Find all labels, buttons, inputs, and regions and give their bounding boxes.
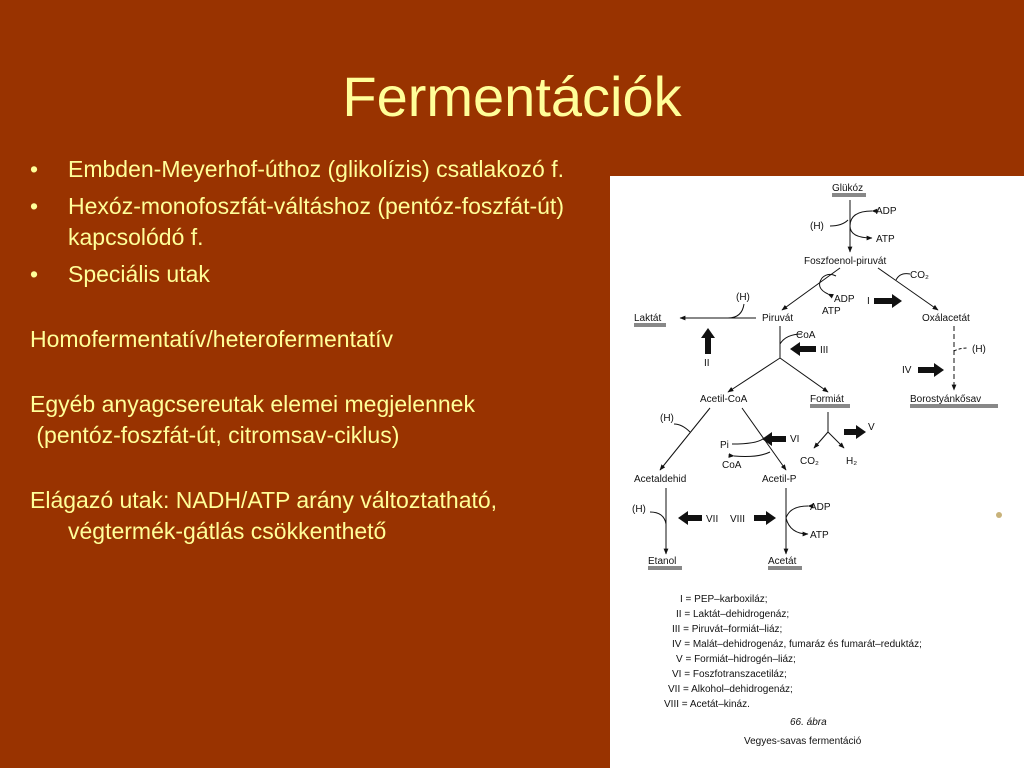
cofactor-adp: ADP: [834, 294, 855, 305]
enzyme-mark-8: VIII: [730, 514, 746, 525]
node-piruvat: Piruvát: [762, 313, 794, 324]
node-acetat: Acetát: [768, 556, 797, 567]
paragraph-other-pathways: Egyéb anyagcsereutak elemei megjelennek: [30, 391, 475, 417]
cofactor-h: (H): [736, 292, 750, 303]
cofactor-coa: CoA: [796, 330, 816, 341]
legend-item: I = PEP–karboxiláz;: [680, 594, 768, 605]
figure-caption: Vegyes-savas fermentáció: [744, 736, 862, 747]
enzyme-mark-7: VII: [706, 514, 719, 525]
cofactor-h: (H): [660, 413, 674, 424]
bullet-dot: •: [30, 156, 39, 182]
legend-item: IV = Malát–dehidrogenáz, fumaráz és fumarát–reduktáz;: [672, 639, 922, 650]
slide-title: Fermentációk: [342, 65, 682, 128]
cofactor-h: (H): [810, 221, 824, 232]
node-foszfoenol-piruvat: Foszfoenol-piruvát: [804, 256, 887, 267]
bullet-text: Embden-Meyerhof-úthoz (glikolízis) csatlakozó f.: [68, 156, 564, 182]
legend-item: III = Piruvát–formiát–liáz;: [672, 624, 783, 635]
bullet-dot: •: [30, 261, 39, 287]
figure-number: 66. ábra: [790, 717, 827, 728]
bullet-text: Hexóz-monofoszfát-váltáshoz (pentóz-foszfát-út) kapcsolódó f.: [68, 193, 564, 250]
node-etanol: Etanol: [648, 556, 677, 567]
legend-item: V = Formiát–hidrogén–liáz;: [676, 654, 796, 665]
paragraph-branching: Elágazó utak: NADH/ATP arány változtatható, végtermék-gátlás csökkenthető: [30, 487, 498, 544]
node-borostyankosav: Borostyánkősav: [910, 394, 982, 405]
cofactor-atp: ATP: [876, 234, 895, 245]
enzyme-mark-1: I: [867, 296, 870, 307]
bullet-text: Speciális utak: [68, 261, 210, 287]
cofactor-coa: CoA: [722, 460, 742, 471]
node-formiat: Formiát: [810, 394, 844, 405]
cofactor-co2: CO₂: [910, 270, 929, 281]
slide-body: [30, 154, 605, 547]
paragraph-other-pathways-examples: (pentóz-foszfát-út, citromsav-ciklus): [30, 422, 400, 448]
cofactor-h2: H₂: [846, 456, 858, 467]
bullet-item: [30, 191, 605, 253]
enzyme-mark-4: IV: [902, 365, 912, 376]
cofactor-atp: ATP: [822, 306, 841, 317]
cofactor-atp: ATP: [810, 530, 829, 541]
bullet-item: [30, 154, 605, 185]
node-oxalacetat: Oxálacetát: [922, 313, 970, 324]
cofactor-pi: Pi: [720, 440, 729, 451]
enzyme-mark-6: VI: [790, 434, 800, 445]
mixed-acid-fermentation-figure: [610, 176, 1024, 768]
cofactor-co2: CO₂: [800, 456, 819, 467]
pathway-diagram: [610, 176, 1024, 768]
cofactor-adp: ADP: [876, 206, 897, 217]
bullet-item: [30, 259, 605, 290]
cofactor-h: (H): [972, 344, 986, 355]
legend-item: VI = Foszfotranszacetiláz;: [672, 669, 787, 680]
enzyme-mark-5: V: [868, 422, 875, 433]
node-acetil-p: Acetil-P: [762, 474, 797, 485]
legend-item: VIII = Acetát–kináz.: [664, 699, 750, 710]
enzyme-mark-2: II: [704, 358, 710, 369]
cofactor-adp: ADP: [810, 502, 831, 513]
bullet-dot: •: [30, 193, 39, 219]
node-glukoz: Glükóz: [832, 183, 864, 194]
cofactor-h: (H): [632, 504, 646, 515]
node-acetaldehid: Acetaldehid: [634, 474, 687, 485]
legend-item: II = Laktát–dehidrogenáz;: [676, 609, 790, 620]
node-acetil-coa: Acetil-CoA: [700, 394, 748, 405]
node-laktat: Laktát: [634, 313, 662, 324]
enzyme-mark-3: III: [820, 345, 829, 356]
legend-item: VII = Alkohol–dehidrogenáz;: [668, 684, 793, 695]
paragraph-homo-hetero: Homofermentatív/heterofermentatív: [30, 326, 394, 352]
